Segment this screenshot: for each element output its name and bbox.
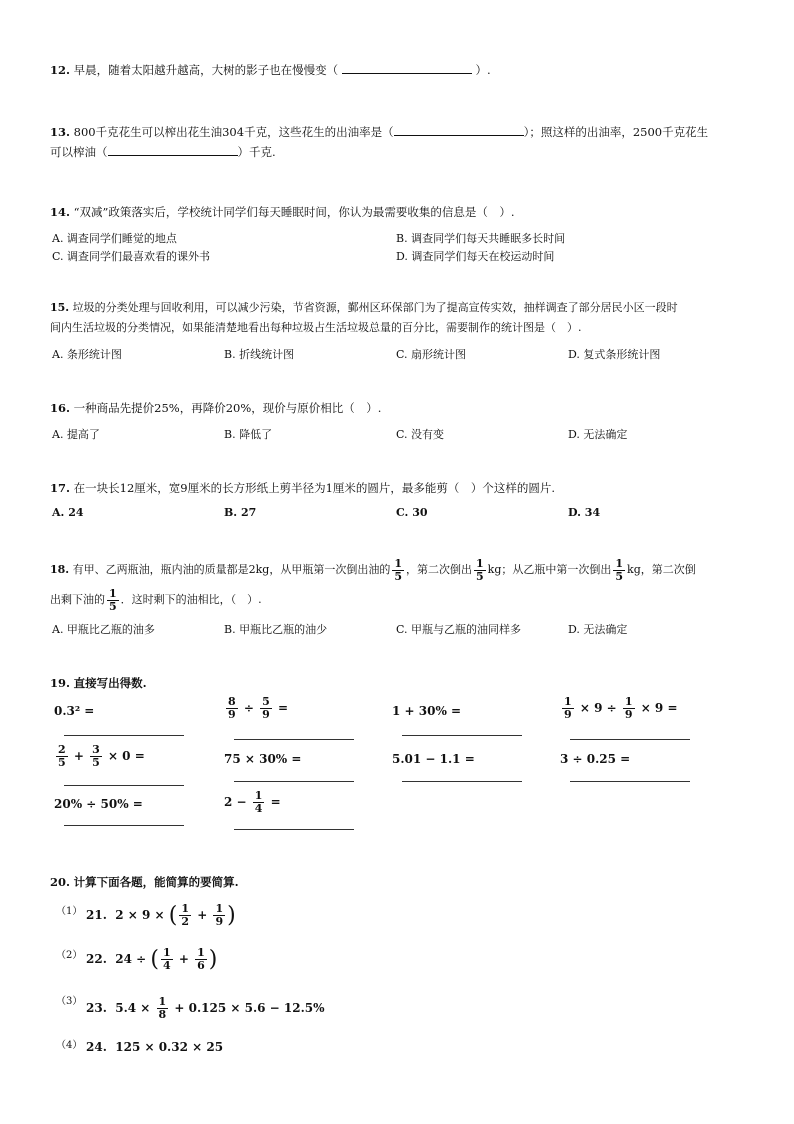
expr-prefix: 24 ÷ [115,952,147,966]
q-text: 早晨，随着太阳越升越高，大树的影子也在慢慢变（ [73,63,339,77]
q-number: 16. [50,401,71,415]
frac-num: 1 [476,556,484,570]
calc-r1c2 [224,696,288,721]
fraction-one-fifth [474,558,486,583]
option-c[interactable]: C. 没有变 [396,428,445,441]
q-title: 计算下面各题，能简算的要简算. [73,875,239,889]
option-a[interactable]: A. 提高了 [52,428,100,441]
calc-r2c3: 5.01 − 1.1 = [392,752,475,766]
left-paren: ( [168,903,178,928]
right-paren: ) [227,903,236,928]
sub-label: （3） [56,996,83,1007]
option-c[interactable]: C. 甲瓶与乙瓶的油同样多 [396,623,522,636]
fraction [157,996,169,1021]
fraction [260,696,272,721]
frac-den: 9 [215,915,224,928]
left-paren: ( [150,947,159,972]
q-number: 15. [50,301,70,314]
q-text-d: kg，第二次倒 [627,563,696,576]
frac-den: 9 [262,708,270,721]
fraction [226,696,238,721]
q-number: 19. [50,676,71,690]
frac-den: 5 [58,756,66,769]
answer-blank-rate[interactable] [394,123,524,136]
frac-den: 5 [476,569,484,583]
frac-num: 1 [564,695,572,708]
sub-number: 21. [86,908,107,922]
frac-num: 1 [394,556,403,570]
answer-line[interactable] [64,785,184,786]
frac-num: 1 [197,946,205,959]
option-d[interactable]: D. 复式条形统计图 [568,348,661,361]
option-d[interactable]: D. 无法确定 [568,428,628,441]
frac-num: 5 [262,695,270,708]
question-16 [50,398,754,418]
frac-den: 4 [254,802,263,815]
question-15 [50,298,754,338]
operand: 2 − [224,795,247,809]
frac-den: 9 [228,708,236,721]
option-a[interactable]: A. 调查同学们睡觉的地点 [52,232,177,245]
frac-num: 1 [624,695,633,708]
fraction-one-fifth [613,558,625,583]
q-text-end: ）千克. [237,145,276,159]
operator: + [197,908,208,922]
frac-num: 1 [162,946,171,959]
frac-num: 3 [92,743,100,756]
option-c[interactable]: C. 调查同学们最喜欢看的课外书 [52,250,211,263]
fraction [90,744,102,769]
question-20 [50,872,754,892]
question-13 [50,122,754,162]
calc-r2c2: 75 × 30% = [224,752,302,766]
q-number: 14. [50,205,71,219]
frac-den: 9 [624,708,633,721]
q-number: 13. [50,125,71,139]
question-12 [50,60,754,80]
frac-num: 1 [109,586,117,600]
q-text-line2: 间内生活垃圾的分类情况，如果能清楚地看出每种垃圾占生活垃圾总量的百分比，需要制作的统计图是（ ）. [50,321,582,334]
expr-suffix: + 0.125 × 5.6 − 12.5% [174,1001,325,1015]
equals: = [270,795,281,809]
frac-num: 1 [181,902,190,915]
option-a[interactable]: A. 条形统计图 [52,348,122,361]
expr-prefix: 5.4 × [115,1001,151,1015]
q-text-end: ）. [475,63,491,77]
answer-blank-oil[interactable] [108,143,238,156]
q-title: 直接写出得数. [73,676,147,690]
operator: × 9 ÷ [579,701,617,715]
frac-den: 5 [109,599,117,613]
q-text-f: ．这时剩下的油相比，（ ）. [120,593,262,606]
equals: × 9 = [640,701,678,715]
frac-den: 4 [162,959,171,972]
q-number: 17. [50,481,71,495]
option-c[interactable]: C. 扇形统计图 [396,348,467,361]
answer-line[interactable] [234,829,354,830]
calc-r2c1 [54,744,145,769]
sub-number: 24. [86,1040,107,1054]
equals: = [277,701,288,715]
q-text-c: kg；从乙瓶中第一次倒出 [487,563,612,576]
option-a[interactable]: A. 24 [52,506,84,519]
q-number: 20. [50,875,71,889]
calc-r1c1: 0.3² = [54,704,95,718]
q-text: 在一块长12厘米，宽9厘米的长方形纸上剪半径为1厘米的圆片，最多能剪（ ）个这样的圆片. [73,481,556,495]
expression-23 [86,996,325,1021]
fraction-one-fifth [107,588,119,613]
frac-num: 1 [158,995,167,1008]
calc-r1c4 [560,696,678,721]
calc-r3c1: 20% ÷ 50% = [54,797,143,811]
option-b[interactable]: B. 调查同学们每天共睡眠多长时间 [396,232,566,245]
frac-num: 1 [215,902,224,915]
option-d[interactable]: D. 无法确定 [568,623,628,636]
question-14 [50,202,754,222]
fraction [161,947,173,972]
frac-num: 1 [254,789,263,802]
fraction [623,696,635,721]
fraction [253,790,265,815]
operator: ÷ [243,701,254,715]
fraction [179,903,191,928]
answer-line[interactable] [234,739,354,740]
option-d[interactable]: D. 调查同学们每天在校运动时间 [396,250,555,263]
frac-den: 6 [197,959,205,972]
expression-22 [86,947,217,972]
option-b[interactable]: B. 降低了 [224,428,273,441]
q-number: 12. [50,63,71,77]
frac-den: 2 [181,915,190,928]
q-text-b: ，第二次倒出 [406,563,473,576]
frac-num: 2 [58,743,66,756]
fraction-one-fifth [392,558,404,583]
fraction [562,696,574,721]
answer-blank[interactable] [342,61,472,74]
option-c[interactable]: C. 30 [396,506,428,519]
q-text: “双减”政策落实后，学校统计同学们每天睡眠时间，你认为最需要收集的信息是（ ）. [73,205,515,219]
sub-label: （4） [56,1040,83,1051]
q-number: 18. [50,563,70,576]
fraction [56,744,68,769]
operator: + [178,952,189,966]
answer-line[interactable] [234,781,354,782]
operator: + [73,749,84,763]
q-text-line2: 可以榨油（ [50,145,108,159]
question-18 [50,555,754,615]
answer-line[interactable] [402,735,522,736]
fraction [195,947,207,972]
expr-prefix: 2 × 9 × [115,908,165,922]
expr: 125 × 0.32 × 25 [115,1040,224,1054]
q-text-mid: ）；照这样的出油率，2500千克花生 [523,125,709,139]
option-a[interactable]: A. 甲瓶比乙瓶的油多 [52,623,155,636]
answer-line[interactable] [570,781,690,782]
frac-den: 5 [92,756,100,769]
q-text-a: 有甲、乙两瓶油，瓶内油的质量都是2kg，从甲瓶第一次倒出油的 [72,563,391,576]
frac-den: 8 [158,1008,167,1021]
frac-num: 8 [228,695,236,708]
sub-number: 22. [86,952,107,966]
calc-r2c4: 3 ÷ 0.25 = [560,752,631,766]
question-17 [50,478,754,498]
frac-den: 9 [564,708,572,721]
q-text-e: 出剩下油的 [50,593,105,606]
sub-number: 23. [86,1001,107,1015]
q-text: 一种商品先提价25%，再降价20%，现价与原价相比（ ）. [73,401,382,415]
frac-den: 5 [394,569,403,583]
q-text: 800千克花生可以榨出花生油304千克，这些花生的出油率是（ [73,125,394,139]
calc-r3c2 [224,790,281,815]
expression-21 [86,903,236,928]
option-d[interactable]: D. 34 [568,506,601,519]
answer-line[interactable] [64,825,184,826]
calc-r1c3: 1 + 30% = [392,704,462,718]
equals: × 0 = [107,749,145,763]
answer-line[interactable] [402,781,522,782]
option-b[interactable]: B. 折线统计图 [224,348,295,361]
sub-label: （1） [56,906,83,917]
expression-24 [86,1040,223,1054]
q-text-line1: 垃圾的分类处理与回收利用，可以减少污染，节省资源，鄞州区环保部门为了提高宣传实效，抽样调查了部分居民小区一段时 [72,301,678,314]
answer-line[interactable] [64,735,184,736]
option-b[interactable]: B. 27 [224,506,257,519]
question-19 [50,673,754,693]
sub-label: （2） [56,950,83,961]
option-b[interactable]: B. 甲瓶比乙瓶的油少 [224,623,328,636]
fraction [213,903,225,928]
right-paren: ) [208,947,218,972]
frac-den: 5 [615,569,624,583]
answer-line[interactable] [570,739,690,740]
frac-num: 1 [615,556,624,570]
